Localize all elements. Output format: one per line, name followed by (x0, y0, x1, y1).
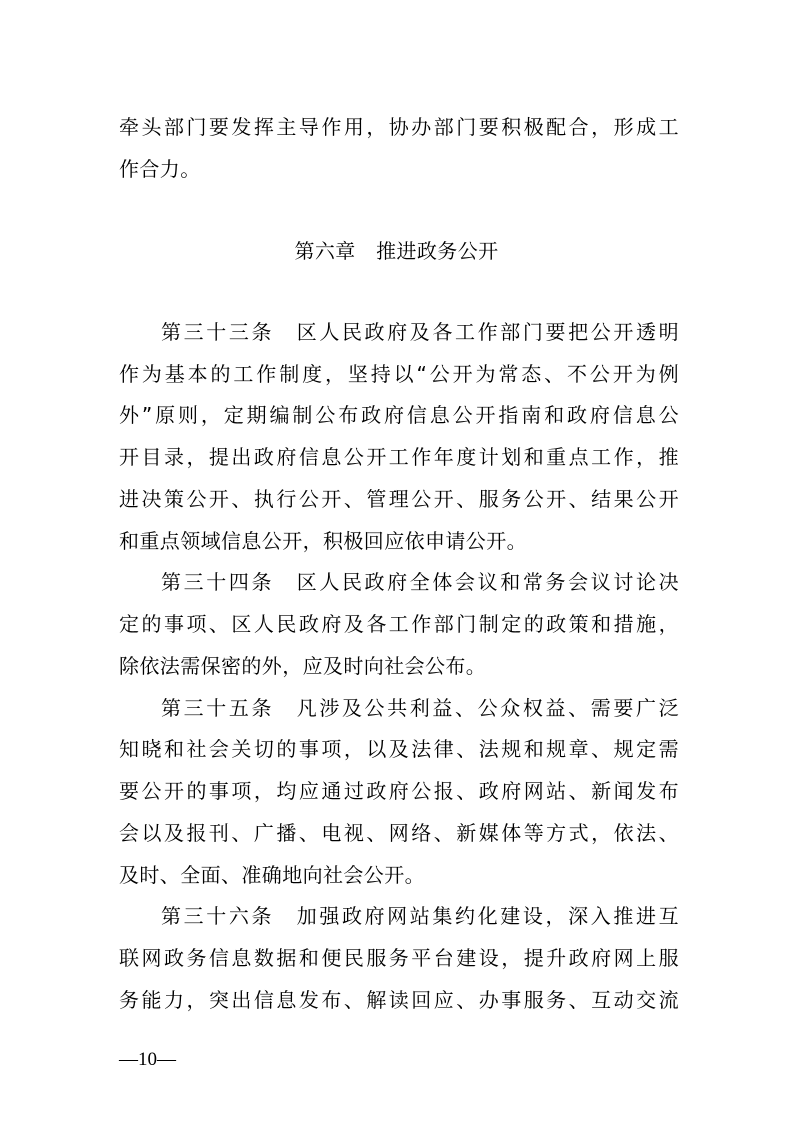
article-33-line: 进决策公开、执行公开、管理公开、服务公开、结果公开 (119, 487, 679, 511)
article-34-line: 除依法需保密的外，应及时向社会公布。 (119, 654, 487, 678)
article-36-line: 务能力，突出信息发布、解读回应、办事服务、互动交流 (119, 988, 679, 1012)
chapter-heading: 第六章 推进政务公开 (294, 239, 499, 263)
article-33-line: 开目录，提出政府信息公开工作年度计划和重点工作，推 (119, 445, 679, 469)
article-33-line: 作为基本的工作制度，坚持以“公开为常态、不公开为例 (119, 362, 679, 386)
article-36-line: 第三十六条 加强政府网站集约化建设，深入推进互 (161, 904, 679, 928)
article-36-line: 联网政务信息数据和便民服务平台建设，提升政府网上服 (119, 946, 679, 970)
page-number: —10— (119, 1049, 176, 1070)
paragraph-line: 牵头部门要发挥主导作用，协办部门要积极配合，形成工 (119, 115, 679, 139)
article-33-line: 外”原则，定期编制公布政府信息公开指南和政府信息公 (119, 403, 679, 427)
article-33-line: 第三十三条 区人民政府及各工作部门要把公开透明 (161, 320, 679, 344)
article-35-line: 知晓和社会关切的事项，以及法律、法规和规章、规定需 (119, 737, 679, 761)
article-35-line: 要公开的事项，均应通过政府公报、政府网站、新闻发布 (119, 779, 679, 803)
article-35-line: 第三十五条 凡涉及公共利益、公众权益、需要广泛 (161, 696, 679, 720)
article-34-line: 定的事项、区人民政府及各工作部门制定的政策和措施， (119, 612, 679, 636)
article-35-line: 及时、全面、准确地向社会公开。 (119, 863, 425, 887)
article-33-line: 和重点领域信息公开，积极回应依申请公开。 (119, 529, 527, 553)
paragraph-line: 作合力。 (119, 157, 201, 181)
article-34-line: 第三十四条 区人民政府全体会议和常务会议讨论决 (161, 570, 679, 594)
article-35-line: 会以及报刊、广播、电视、网络、新媒体等方式，依法、 (119, 821, 679, 845)
